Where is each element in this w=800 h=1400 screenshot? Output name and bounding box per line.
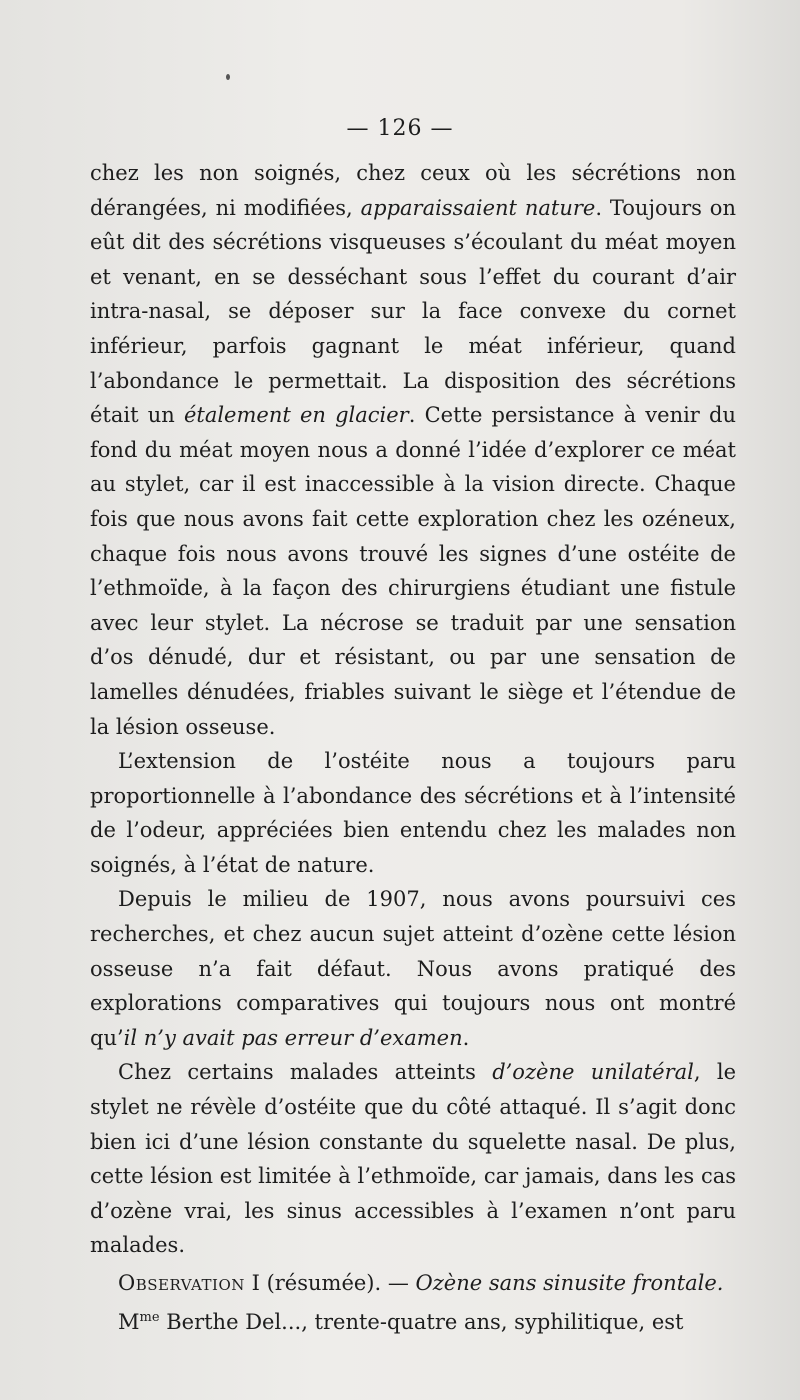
- paragraph: [90, 1055, 736, 1263]
- text-run: . Cette persistance à venir du fond du méat moyen nous a donné l’idée d’explorer ce méat au stylet, car il est inaccessible à la vision directe. Chaque fois que nous avons fait cette exploration chez les ozéneux, chaque fois nous avons trouvé les signes d’une ostéite de l’ethmoïde, à la façon des chirurgiens étudiant une fistule avec leur stylet. La nécrose se traduit par une sensation d’os dénudé, dur et résistant, ou par une sensation de lamelles dénudées, friables suivant le siège et l’étendue de la lésion osseuse.: [90, 403, 736, 739]
- italic-text: d’ozène unilatéral: [492, 1060, 694, 1085]
- text-run: chez les non soignés, chez ceux où les sécrétions non dérangées, ni modifiées,: [90, 161, 736, 220]
- text-run: .: [462, 1025, 470, 1050]
- observation-block: [90, 1266, 736, 1339]
- italic-text: il n’y avait pas erreur d’examen: [123, 1025, 463, 1050]
- observation-heading-line: [90, 1266, 736, 1301]
- paragraph: [90, 156, 736, 744]
- page-number: — 126 —: [346, 116, 454, 141]
- observation-first-line: [90, 1301, 736, 1340]
- italic-text: apparaissaient nature: [360, 195, 596, 220]
- ink-speck: [226, 74, 230, 80]
- paragraph: [90, 882, 736, 1055]
- honorific-sup: me: [139, 1309, 160, 1325]
- text-run: Depuis le milieu de 1907, nous avons poursuivi ces recherches, et chez aucun sujet atteint d’ozène cette lésion osseuse n’a fait défaut. Nous avons pratiqué des explorations comparatives qui toujours nous ont montré qu’: [90, 887, 736, 1050]
- text-run: . Toujours on eût dit des sécrétions visqueuses s’écoulant du méat moyen et venant, en se desséchant sous l’effet du courant d’air intra-nasal, se déposer sur la face convexe du cornet inférieur, parfois gagnant le méat inférieur, quand l’abondance le permettait. La disposition des sécrétions était un: [90, 195, 736, 428]
- observation-number: I (résumée).: [251, 1271, 382, 1295]
- observation-label: Observation: [118, 1271, 245, 1295]
- observation-dash: —: [381, 1271, 416, 1295]
- honorific: M: [118, 1309, 140, 1334]
- text-run: L’extension de l’ostéite nous a toujours paru proportionnelle à l’abondance des sécrétions et à l’intensité de l’odeur, appréciées bien entendu chez les malades non soignés, à l’état de nature.: [90, 749, 736, 877]
- text-run: Chez certains malades atteints: [118, 1060, 493, 1085]
- observation-text: Berthe Del..., trente-quatre ans, syphilitique, est: [159, 1309, 684, 1334]
- text-run: , le stylet ne révèle d’ostéite que du côté attaqué. Il s’agit donc bien ici d’une lésion constante du squelette nasal. De plus, cette lésion est limitée à l’ethmoïde, car jamais, dans les cas d’ozène vrai, les sinus accessibles à l’examen n’ont paru malades.: [90, 1060, 736, 1258]
- body-text: [90, 156, 736, 1263]
- italic-text: étalement en glacier: [183, 403, 409, 428]
- paragraph: [90, 744, 736, 882]
- observation-title: Ozène sans sinusite frontale.: [415, 1271, 724, 1295]
